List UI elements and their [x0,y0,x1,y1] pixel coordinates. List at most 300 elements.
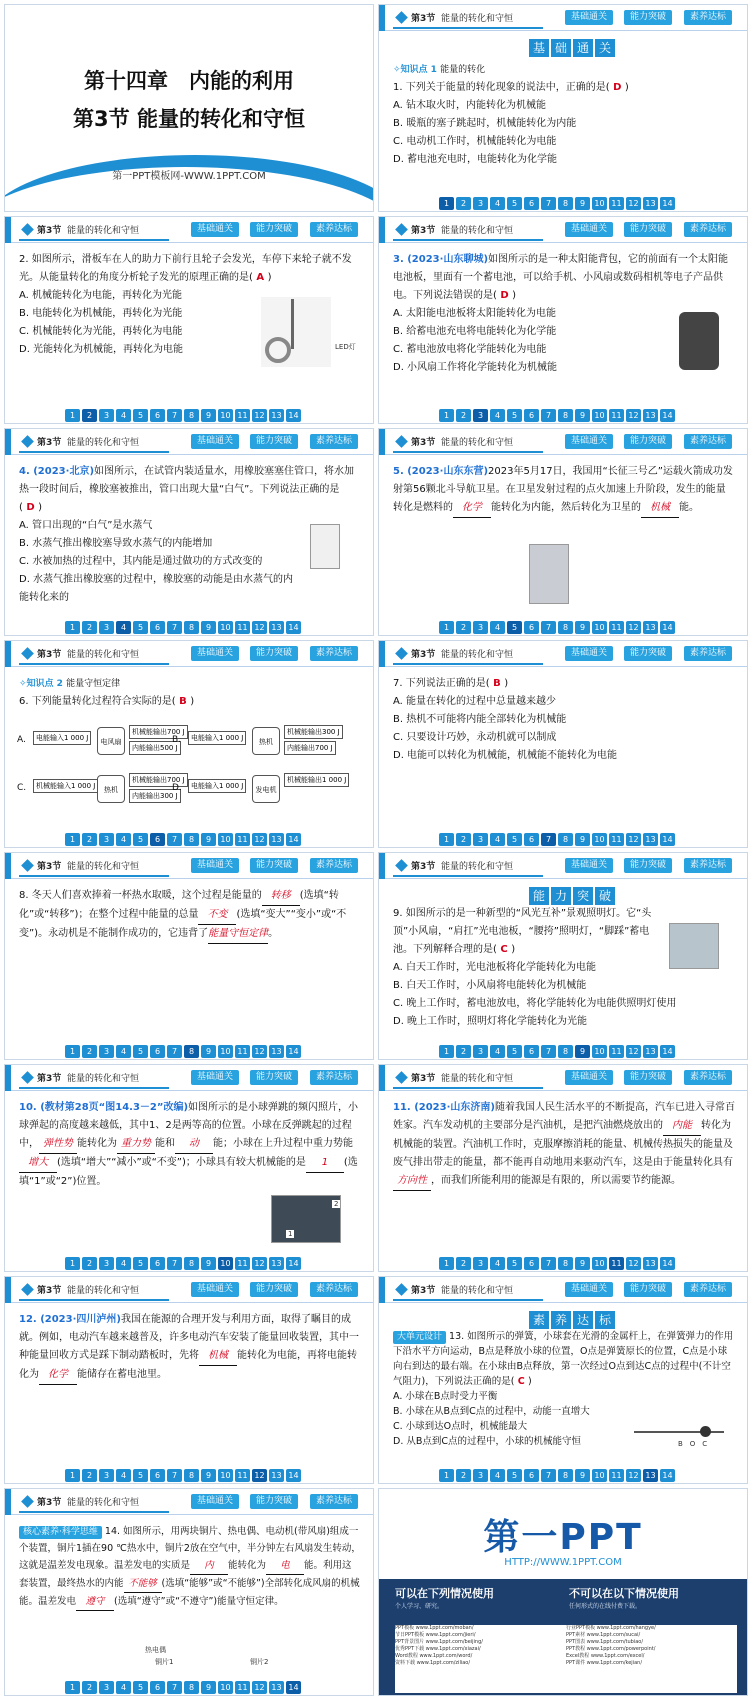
page-button-2[interactable]: 2 [456,621,471,634]
resource-link[interactable]: 资料下载 www.1ppt.com/ziliao/ [395,1660,471,1666]
page-button-8[interactable]: 8 [184,1681,199,1694]
page-button-12[interactable]: 12 [626,1469,641,1482]
page-button-14[interactable]: 14 [286,409,301,422]
ability-button[interactable]: 能力突破 [624,434,672,449]
page-button-7[interactable]: 7 [541,1257,556,1270]
resource-link[interactable]: 行业PPT模板 www.1ppt.com/hangye/ [566,1625,656,1631]
page-button-2[interactable]: 2 [456,833,471,846]
literacy-button[interactable]: 素养达标 [684,222,732,237]
page-button-10[interactable]: 10 [592,833,607,846]
basic-pass-button[interactable]: 基础通关 [191,1494,239,1509]
resource-link[interactable]: 优秀PPT下载 www.1ppt.com/xiazai/ [395,1646,481,1652]
page-button-7[interactable]: 7 [167,621,182,634]
page-button-8[interactable]: 8 [558,1045,573,1058]
page-button-3[interactable]: 3 [99,1045,114,1058]
question-text: 7. 下列说法正确的是( [393,678,490,689]
question [393,1329,735,1389]
page-button-14[interactable]: 14 [286,1045,301,1058]
literacy-button[interactable]: 素养达标 [310,858,358,873]
page-button-14[interactable]: 14 [286,1681,301,1694]
page-button-10[interactable]: 10 [218,1469,233,1482]
section-title: 能量的转化和守恒 [441,226,514,236]
page-button-6[interactable]: 6 [150,409,165,422]
question-text: (选填“转化”或“转移”)；在整个过程中能量的总量 [19,890,339,920]
page-button-9[interactable]: 9 [201,621,216,634]
page-button-1[interactable]: 1 [439,621,454,634]
question-end: ) [512,290,517,301]
question-text: 能。 [679,502,699,513]
page-button-12[interactable]: 12 [626,833,641,846]
page-button-6[interactable]: 6 [150,1469,165,1482]
page-button-6[interactable]: 6 [524,833,539,846]
resource-link[interactable]: 节日PPT模板 www.1ppt.com/jieri/ [395,1632,476,1638]
page-button-2[interactable]: 2 [456,1257,471,1270]
basic-pass-button[interactable]: 基础通关 [191,1282,239,1297]
literacy-button[interactable]: 素养达标 [684,646,732,661]
page-button-11[interactable]: 11 [609,197,624,210]
page-button-5[interactable]: 5 [507,621,522,634]
page-button-8[interactable]: 8 [184,1257,199,1270]
page-button-14[interactable]: 14 [286,1257,301,1270]
section-banner [529,885,617,905]
page-button-12[interactable]: 12 [252,1469,267,1482]
header-underline [393,875,543,877]
page-button-13[interactable]: 13 [643,1257,658,1270]
slide-header [379,5,747,31]
page-button-7[interactable]: 7 [167,1469,182,1482]
section-label: 第3节 [411,862,436,872]
source-tag: 5. (2023·山东东营) [393,466,489,477]
literacy-button[interactable]: 素养达标 [310,222,358,237]
literacy-button[interactable]: 素养达标 [310,1070,358,1085]
page-button-14[interactable]: 14 [660,1045,675,1058]
page-button-2[interactable]: 2 [456,1045,471,1058]
ability-button[interactable]: 能力突破 [624,646,672,661]
page-button-8[interactable]: 8 [184,409,199,422]
page-button-1[interactable]: 1 [439,833,454,846]
page-button-6[interactable]: 6 [524,621,539,634]
page-button-10[interactable]: 10 [592,1469,607,1482]
resource-link[interactable]: PPT课件 www.1ppt.com/kejian/ [566,1660,643,1666]
page-button-14[interactable]: 14 [660,1257,675,1270]
page-button-9[interactable]: 9 [575,621,590,634]
page-button-1[interactable]: 1 [439,197,454,210]
page-button-12[interactable]: 12 [252,621,267,634]
page-button-8[interactable]: 8 [184,1469,199,1482]
resource-link[interactable]: PPT素材 www.1ppt.com/sucai/ [566,1632,641,1638]
page-button-10[interactable]: 10 [218,1045,233,1058]
source-tag: 11. (2023·山东济南) [393,1102,495,1113]
page-button-6[interactable]: 6 [524,1469,539,1482]
banner-char: 素 [529,1311,549,1329]
page-button-2[interactable]: 2 [456,1469,471,1482]
wheel-icon [265,337,291,363]
page-button-8[interactable]: 8 [184,833,199,846]
page-button-12[interactable]: 12 [252,1681,267,1694]
diamond-icon [395,859,408,872]
page-button-7[interactable]: 7 [167,833,182,846]
page-button-14[interactable]: 14 [660,409,675,422]
page-button-9[interactable]: 9 [201,1045,216,1058]
basic-pass-button[interactable]: 基础通关 [565,222,613,237]
page-button-12[interactable]: 12 [626,1045,641,1058]
page-button-8[interactable]: 8 [184,1045,199,1058]
page-button-13[interactable]: 13 [269,1045,284,1058]
header-underline [19,451,169,453]
ability-button[interactable]: 能力突破 [624,858,672,873]
spring-ball-diagram [634,1419,724,1453]
page-button-7[interactable]: 7 [541,833,556,846]
page-button-6[interactable]: 6 [150,1257,165,1270]
page-button-13[interactable]: 13 [269,621,284,634]
page-button-3[interactable]: 3 [473,1257,488,1270]
site-url[interactable]: HTTP://WWW.1PPT.COM [504,1557,622,1568]
page-button-5[interactable]: 5 [507,1045,522,1058]
literacy-button[interactable]: 素养达标 [310,1282,358,1297]
resource-link[interactable]: Word教程 www.1ppt.com/word/ [395,1653,473,1659]
page-button-11[interactable]: 11 [609,1045,624,1058]
page-button-11[interactable]: 11 [235,1681,250,1694]
option: D. 小风扇工作将化学能转化为机械能 [393,362,558,373]
page-button-5[interactable]: 5 [133,409,148,422]
page-button-6[interactable]: 6 [150,621,165,634]
page-button-7[interactable]: 7 [167,1257,182,1270]
page-button-9[interactable]: 9 [575,1045,590,1058]
page-button-9[interactable]: 9 [201,1469,216,1482]
page-button-2[interactable]: 2 [82,1469,97,1482]
page-button-3[interactable]: 3 [473,833,488,846]
ability-button[interactable]: 能力突破 [250,858,298,873]
page-button-9[interactable]: 9 [201,833,216,846]
basic-pass-button[interactable]: 基础通关 [191,222,239,237]
question-end: ) [624,82,629,93]
page-button-5[interactable]: 5 [133,1045,148,1058]
page-button-11[interactable]: 11 [609,409,624,422]
page-button-11[interactable]: 11 [235,621,250,634]
page-button-11[interactable]: 11 [235,409,250,422]
page-button-8[interactable]: 8 [558,197,573,210]
page-button-12[interactable]: 12 [252,1257,267,1270]
page-button-4[interactable]: 4 [116,1045,131,1058]
basic-pass-button[interactable]: 基础通关 [565,1070,613,1085]
basic-pass-button[interactable]: 基础通关 [565,858,613,873]
page-button-8[interactable]: 8 [558,409,573,422]
ability-button[interactable]: 能力突破 [250,1070,298,1085]
page-button-1[interactable]: 1 [439,1469,454,1482]
page-button-2[interactable]: 2 [82,1257,97,1270]
basic-pass-button[interactable]: 基础通关 [565,10,613,25]
resource-link[interactable]: PPT图表 www.1ppt.com/tubiao/ [566,1639,644,1645]
page-button-11[interactable]: 11 [235,1469,250,1482]
page-nav [65,615,303,632]
ability-button[interactable]: 能力突破 [624,222,672,237]
page-button-13[interactable]: 13 [643,409,658,422]
page-button-8[interactable]: 8 [558,1469,573,1482]
page-button-4[interactable]: 4 [490,1045,505,1058]
option: D. 晚上工作时，照明灯将化学能转化为光能 [393,1016,588,1027]
page-button-5[interactable]: 5 [507,409,522,422]
page-button-4[interactable]: 4 [490,833,505,846]
option: C. 机械能转化为光能，再转化为电能 [19,326,183,337]
page-button-5[interactable]: 5 [507,197,522,210]
page-button-7[interactable]: 7 [541,1045,556,1058]
page-button-12[interactable]: 12 [252,409,267,422]
literacy-button[interactable]: 素养达标 [684,10,732,25]
page-button-9[interactable]: 9 [201,1257,216,1270]
page-button-9[interactable]: 9 [201,409,216,422]
page-button-4[interactable]: 4 [116,1469,131,1482]
basic-pass-button[interactable]: 基础通关 [565,434,613,449]
page-button-13[interactable]: 13 [643,197,658,210]
page-button-1[interactable]: 1 [65,1469,80,1482]
ability-button[interactable]: 能力突破 [250,1494,298,1509]
page-button-3[interactable]: 3 [473,1469,488,1482]
ability-button[interactable]: 能力突破 [250,646,298,661]
page-button-10[interactable]: 10 [592,1257,607,1270]
page-button-5[interactable]: 5 [133,833,148,846]
page-button-8[interactable]: 8 [558,621,573,634]
header-accent-bar [5,1065,11,1091]
page-button-5[interactable]: 5 [133,1681,148,1694]
page-button-13[interactable]: 13 [643,833,658,846]
section-title: 能量的转化和守恒 [441,862,514,872]
page-button-12[interactable]: 12 [626,197,641,210]
ability-button[interactable]: 能力突破 [250,434,298,449]
option: A. 能量在转化的过程中总量越来越少 [393,696,557,707]
answer: B [489,678,505,689]
page-button-3[interactable]: 3 [99,1257,114,1270]
page-button-2[interactable]: 2 [82,1681,97,1694]
page-button-2[interactable]: 2 [82,833,97,846]
page-button-13[interactable]: 13 [269,833,284,846]
page-button-5[interactable]: 5 [507,833,522,846]
ability-button[interactable]: 能力突破 [624,1070,672,1085]
page-button-6[interactable]: 6 [524,409,539,422]
page-button-14[interactable]: 14 [660,197,675,210]
section-label: 第3节 [411,1074,436,1084]
page-button-6[interactable]: 6 [524,1257,539,1270]
page-button-7[interactable]: 7 [541,621,556,634]
page-button-10[interactable]: 10 [218,1257,233,1270]
page-button-4[interactable]: 4 [116,1257,131,1270]
slide-body [19,1523,361,1611]
page-button-1[interactable]: 1 [65,833,80,846]
page-button-9[interactable]: 9 [575,833,590,846]
header-accent-bar [379,429,385,455]
page-button-14[interactable]: 14 [660,1469,675,1482]
literacy-button[interactable]: 素养达标 [310,1494,358,1509]
page-button-12[interactable]: 12 [252,1045,267,1058]
page-button-5[interactable]: 5 [133,621,148,634]
answer-blank: 1 [306,1154,344,1173]
page-button-6[interactable]: 6 [524,197,539,210]
page-button-9[interactable]: 9 [575,1257,590,1270]
page-button-4[interactable]: 4 [490,197,505,210]
page-button-13[interactable]: 13 [643,621,658,634]
page-button-7[interactable]: 7 [541,197,556,210]
page-button-12[interactable]: 12 [252,833,267,846]
page-button-11[interactable]: 11 [609,1469,624,1482]
page-button-12[interactable]: 12 [626,1257,641,1270]
page-button-2[interactable]: 2 [456,197,471,210]
usage-terms-band [379,1579,747,1696]
header-underline [19,239,169,241]
ability-button[interactable]: 能力突破 [250,1282,298,1297]
page-button-13[interactable]: 13 [269,1681,284,1694]
page-button-10[interactable]: 10 [592,1045,607,1058]
page-button-3[interactable]: 3 [473,621,488,634]
page-button-14[interactable]: 14 [660,833,675,846]
page-button-3[interactable]: 3 [473,197,488,210]
page-button-6[interactable]: 6 [524,1045,539,1058]
basic-pass-button[interactable]: 基础通关 [565,646,613,661]
page-button-10[interactable]: 10 [218,409,233,422]
page-button-1[interactable]: 1 [65,1045,80,1058]
page-button-1[interactable]: 1 [65,1257,80,1270]
page-button-10[interactable]: 10 [592,197,607,210]
page-button-13[interactable]: 13 [643,1469,658,1482]
page-button-1[interactable]: 1 [439,1257,454,1270]
page-button-3[interactable]: 3 [99,1469,114,1482]
page-button-7[interactable]: 7 [167,409,182,422]
header-underline [393,1299,543,1301]
resource-link[interactable]: PPT背景图片 www.1ppt.com/beijing/ [395,1639,483,1645]
page-button-9[interactable]: 9 [575,1469,590,1482]
page-button-13[interactable]: 13 [269,1257,284,1270]
literacy-button[interactable]: 素养达标 [684,1282,732,1297]
basic-pass-button[interactable]: 基础通关 [191,646,239,661]
page-button-3[interactable]: 3 [99,833,114,846]
page-button-9[interactable]: 9 [575,197,590,210]
page-button-3[interactable]: 3 [99,1681,114,1694]
page-button-13[interactable]: 13 [269,1469,284,1482]
slide-body [393,61,735,169]
question-text: 。 [268,928,279,939]
chapter-title: 第十四章 内能的利用 [84,69,294,93]
page-button-4[interactable]: 4 [116,833,131,846]
basic-pass-button[interactable]: 基础通关 [565,1282,613,1297]
resource-link[interactable]: PPT教程 www.1ppt.com/powerpoint/ [566,1646,656,1652]
page-button-13[interactable]: 13 [643,1045,658,1058]
page-button-8[interactable]: 8 [558,833,573,846]
page-button-2[interactable]: 2 [82,1045,97,1058]
page-button-4[interactable]: 4 [490,1469,505,1482]
literacy-button[interactable]: 素养达标 [684,1070,732,1085]
page-button-12[interactable]: 12 [626,621,641,634]
basic-pass-button[interactable]: 基础通关 [191,858,239,873]
section-title: 能量的转化和守恒 [67,862,140,872]
page-button-9[interactable]: 9 [201,1681,216,1694]
slide-header [5,641,373,667]
ability-button[interactable]: 能力突破 [250,222,298,237]
question-text: 6. 下列能量转化过程符合实际的是( [19,696,176,707]
page-button-1[interactable]: 1 [65,409,80,422]
page-button-4[interactable]: 4 [116,1681,131,1694]
slide-header [5,1065,373,1091]
section-label: 第3节 [37,650,62,660]
page-button-14[interactable]: 14 [286,833,301,846]
basic-pass-button[interactable]: 基础通关 [191,1070,239,1085]
page-button-1[interactable]: 1 [65,621,80,634]
ability-button[interactable]: 能力突破 [624,1282,672,1297]
literacy-button[interactable]: 素养达标 [684,434,732,449]
page-button-3[interactable]: 3 [99,409,114,422]
page-button-3[interactable]: 3 [473,409,488,422]
page-button-1[interactable]: 1 [439,1045,454,1058]
literacy-button[interactable]: 素养达标 [310,646,358,661]
page-button-11[interactable]: 11 [609,621,624,634]
page-button-4[interactable]: 4 [116,621,131,634]
scooter-pole [291,299,294,349]
page-button-11[interactable]: 11 [235,1257,250,1270]
page-button-2[interactable]: 2 [82,409,97,422]
page-button-13[interactable]: 13 [269,409,284,422]
page-button-7[interactable]: 7 [167,1681,182,1694]
page-button-4[interactable]: 4 [490,621,505,634]
page-button-3[interactable]: 3 [99,621,114,634]
page-button-11[interactable]: 11 [235,1045,250,1058]
page-button-14[interactable]: 14 [286,1469,301,1482]
page-button-1[interactable]: 1 [439,409,454,422]
literacy-button[interactable]: 素养达标 [310,434,358,449]
page-button-3[interactable]: 3 [473,1045,488,1058]
page-button-5[interactable]: 5 [133,1257,148,1270]
page-button-11[interactable]: 11 [609,1257,624,1270]
page-button-7[interactable]: 7 [167,1045,182,1058]
page-button-4[interactable]: 4 [116,409,131,422]
page-button-6[interactable]: 6 [150,1681,165,1694]
page-button-2[interactable]: 2 [456,409,471,422]
page-button-5[interactable]: 5 [133,1469,148,1482]
page-button-10[interactable]: 10 [218,621,233,634]
page-button-10[interactable]: 10 [592,409,607,422]
resource-link[interactable]: Excel教程 www.1ppt.com/excel/ [566,1653,645,1659]
page-button-11[interactable]: 11 [609,833,624,846]
page-button-8[interactable]: 8 [184,621,199,634]
page-button-4[interactable]: 4 [490,409,505,422]
page-button-10[interactable]: 10 [592,621,607,634]
page-button-4[interactable]: 4 [490,1257,505,1270]
page-button-7[interactable]: 7 [541,1469,556,1482]
page-button-14[interactable]: 14 [286,621,301,634]
header-accent-bar [379,5,385,31]
page-button-11[interactable]: 11 [235,833,250,846]
page-button-10[interactable]: 10 [218,833,233,846]
basic-pass-button[interactable]: 基础通关 [191,434,239,449]
page-button-7[interactable]: 7 [541,409,556,422]
literacy-button[interactable]: 素养达标 [684,858,732,873]
page-button-6[interactable]: 6 [150,1045,165,1058]
answer-blank: 方向性 [393,1172,431,1191]
page-button-6[interactable]: 6 [150,833,165,846]
page-button-5[interactable]: 5 [507,1469,522,1482]
page-button-14[interactable]: 14 [660,621,675,634]
question-text: (选填“变大”“变小”或“不变”)。永动机是不能制作成功的，它违背了 [19,909,347,939]
lesson-title: 第3节 能量的转化和守恒 [73,107,305,131]
page-button-5[interactable]: 5 [507,1257,522,1270]
page-button-10[interactable]: 10 [218,1681,233,1694]
knowledge-point [393,61,735,79]
page-button-2[interactable]: 2 [82,621,97,634]
resource-link[interactable]: PPT模板 www.1ppt.com/moban/ [395,1625,474,1631]
literacy-tag: 核心素养·科学思维 [19,1526,102,1539]
page-button-9[interactable]: 9 [575,409,590,422]
page-button-12[interactable]: 12 [626,409,641,422]
question-text: 8. 冬天人们喜欢捧着一杯热水取暖，这个过程是能量的 [19,890,262,901]
page-button-8[interactable]: 8 [558,1257,573,1270]
ability-button[interactable]: 能力突破 [624,10,672,25]
page-button-1[interactable]: 1 [65,1681,80,1694]
